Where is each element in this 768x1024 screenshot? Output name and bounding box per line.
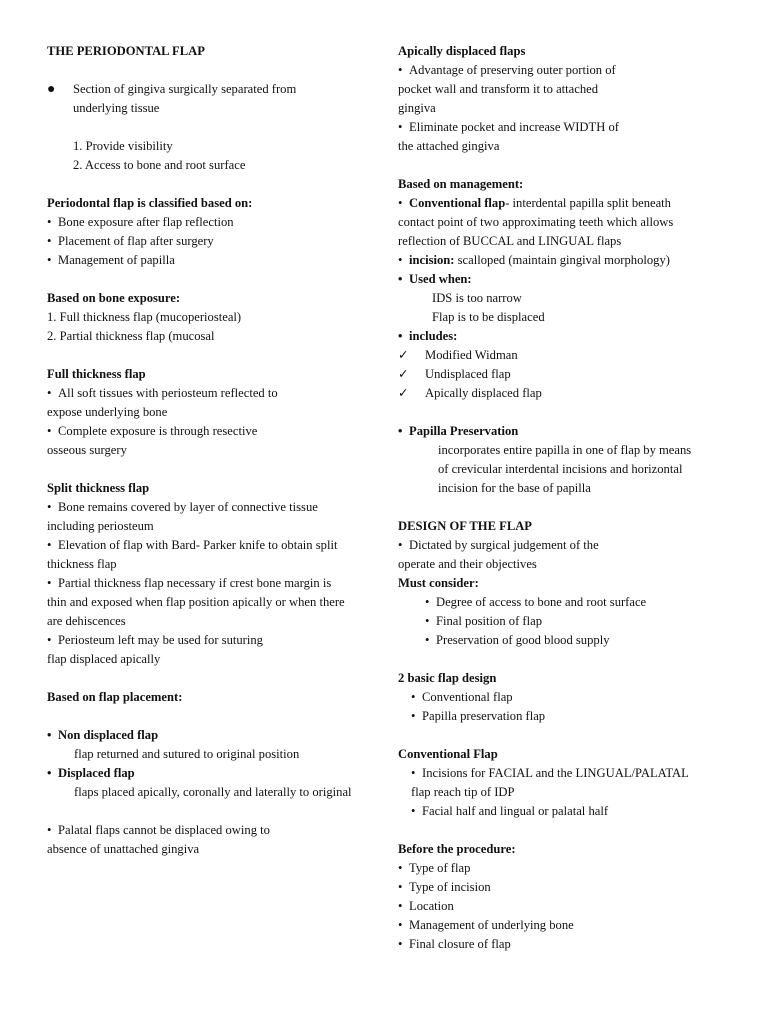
conventional-item-cont: reflection of BUCCAL and LINGUAL flaps	[398, 234, 622, 248]
non-displaced-text: flap returned and sutured to original position	[74, 747, 300, 761]
papilla-text: incorporates entire papilla in one of flap by means	[438, 443, 692, 457]
split-thickness-item: • Elevation of flap with Bard- Parker knife to obtain split	[47, 536, 382, 555]
split-thickness-item-cont: including periosteum	[47, 519, 154, 533]
classified-item: • Management of papilla	[47, 251, 382, 270]
full-thickness-item-cont: expose underlying bone	[47, 405, 168, 419]
purpose-item: 1. Provide visibility	[73, 139, 173, 153]
management-heading: Based on management:	[398, 177, 524, 191]
papilla-preservation-label: • Papilla Preservation	[398, 422, 738, 441]
split-thickness-item-cont: are dehiscences	[47, 614, 126, 628]
full-thickness-item-cont: osseous surgery	[47, 443, 127, 457]
used-when-label: • Used when:	[398, 270, 738, 289]
split-thickness-heading: Split thickness flap	[47, 481, 150, 495]
must-consider-item: • Degree of access to bone and root surface	[398, 593, 738, 612]
used-when-item: Flap is to be displaced	[432, 310, 545, 324]
intro-continuation: underlying tissue	[73, 101, 160, 115]
papilla-text: of crevicular interdental incisions and horizontal	[438, 462, 683, 476]
before-procedure-item: • Management of underlying bone	[398, 916, 738, 935]
classified-item: • Placement of flap after surgery	[47, 232, 382, 251]
displaced-heading: • Displaced flap	[47, 764, 382, 783]
conventional-item-cont: contact point of two approximating teeth which allows	[398, 215, 674, 229]
conventional-flap-item-cont: flap reach tip of IDP	[411, 785, 515, 799]
classified-item: • Bone exposure after flap reflection	[47, 213, 382, 232]
apical-item-cont: gingiva	[398, 101, 436, 115]
split-thickness-item-cont: flap displaced apically	[47, 652, 161, 666]
bone-exposure-heading: Based on bone exposure:	[47, 291, 181, 305]
checkmark-icon: ✓	[398, 348, 409, 362]
classified-heading: Periodontal flap is classified based on:	[47, 196, 253, 210]
intro-bullet: ● Section of gingiva surgically separated from	[47, 82, 297, 97]
document-title: THE PERIODONTAL FLAP	[47, 44, 205, 58]
split-thickness-item-cont: thickness flap	[47, 557, 117, 571]
split-thickness-item: • Periosteum left may be used for suturing	[47, 631, 382, 650]
full-thickness-item: • All soft tissues with periosteum reflected to	[47, 384, 382, 403]
apical-item: • Eliminate pocket and increase WIDTH of	[398, 118, 738, 137]
design-item-cont: operate and their objectives	[398, 557, 537, 571]
displaced-text: flaps placed apically, coronally and laterally to original	[74, 785, 352, 799]
right-column	[398, 42, 738, 954]
conventional-flap-heading: Conventional Flap	[398, 747, 498, 761]
split-thickness-item-cont: thin and exposed when flap position apically or when there	[47, 595, 345, 609]
must-consider-label: Must consider:	[398, 576, 479, 590]
bone-exposure-item: 1. Full thickness flap (mucoperiosteal)	[47, 310, 242, 324]
before-procedure-item: • Type of incision	[398, 878, 738, 897]
includes-label: • includes:	[398, 327, 738, 346]
apical-item-cont: pocket wall and transform it to attached	[398, 82, 599, 96]
before-procedure-item: • Location	[398, 897, 738, 916]
non-displaced-heading: • Non displaced flap	[47, 726, 382, 745]
split-thickness-item: • Bone remains covered by layer of connective tissue	[47, 498, 382, 517]
design-heading: DESIGN OF THE FLAP	[398, 519, 533, 533]
design-item: • Dictated by surgical judgement of the	[398, 536, 738, 555]
checkmark-icon: ✓	[398, 367, 409, 381]
includes-item: ✓ Undisplaced flap	[398, 365, 738, 384]
palatal-item: • Palatal flaps cannot be displaced owing to	[47, 821, 382, 840]
apical-heading: Apically displaced flaps	[398, 44, 526, 58]
left-column	[47, 42, 382, 859]
basic-design-item: • Papilla preservation flap	[398, 707, 738, 726]
conventional-flap-item: • Incisions for FACIAL and the LINGUAL/PALATAL	[398, 764, 738, 783]
split-thickness-item: • Partial thickness flap necessary if crest bone margin is	[47, 574, 382, 593]
bullet-icon: ●	[47, 82, 56, 97]
bone-exposure-item: 2. Partial thickness flap (mucosal	[47, 329, 215, 343]
full-thickness-heading: Full thickness flap	[47, 367, 146, 381]
checkmark-icon: ✓	[398, 386, 409, 400]
includes-item: ✓ Modified Widman	[398, 346, 738, 365]
papilla-text: incision for the base of papilla	[438, 481, 591, 495]
palatal-item-cont: absence of unattached gingiva	[47, 842, 200, 856]
apical-item-cont: the attached gingiva	[398, 139, 500, 153]
conventional-item: • Conventional flap- interdental papilla split beneath	[398, 194, 738, 213]
apical-item: • Advantage of preserving outer portion of	[398, 61, 738, 80]
full-thickness-item: • Complete exposure is through resective	[47, 422, 382, 441]
flap-placement-heading: Based on flap placement:	[47, 690, 183, 704]
incision-item: • incision: scalloped (maintain gingival morphology)	[398, 251, 738, 270]
basic-design-heading: 2 basic flap design	[398, 671, 497, 685]
must-consider-item: • Final position of flap	[398, 612, 738, 631]
basic-design-item: • Conventional flap	[398, 688, 738, 707]
before-procedure-item: • Final closure of flap	[398, 935, 738, 954]
before-procedure-item: • Type of flap	[398, 859, 738, 878]
conventional-flap-item: • Facial half and lingual or palatal half	[398, 802, 738, 821]
purpose-item: 2. Access to bone and root surface	[73, 158, 246, 172]
used-when-item: IDS is too narrow	[432, 291, 522, 305]
includes-item: ✓ Apically displaced flap	[398, 384, 738, 403]
must-consider-item: • Preservation of good blood supply	[398, 631, 738, 650]
before-procedure-heading: Before the procedure:	[398, 842, 516, 856]
